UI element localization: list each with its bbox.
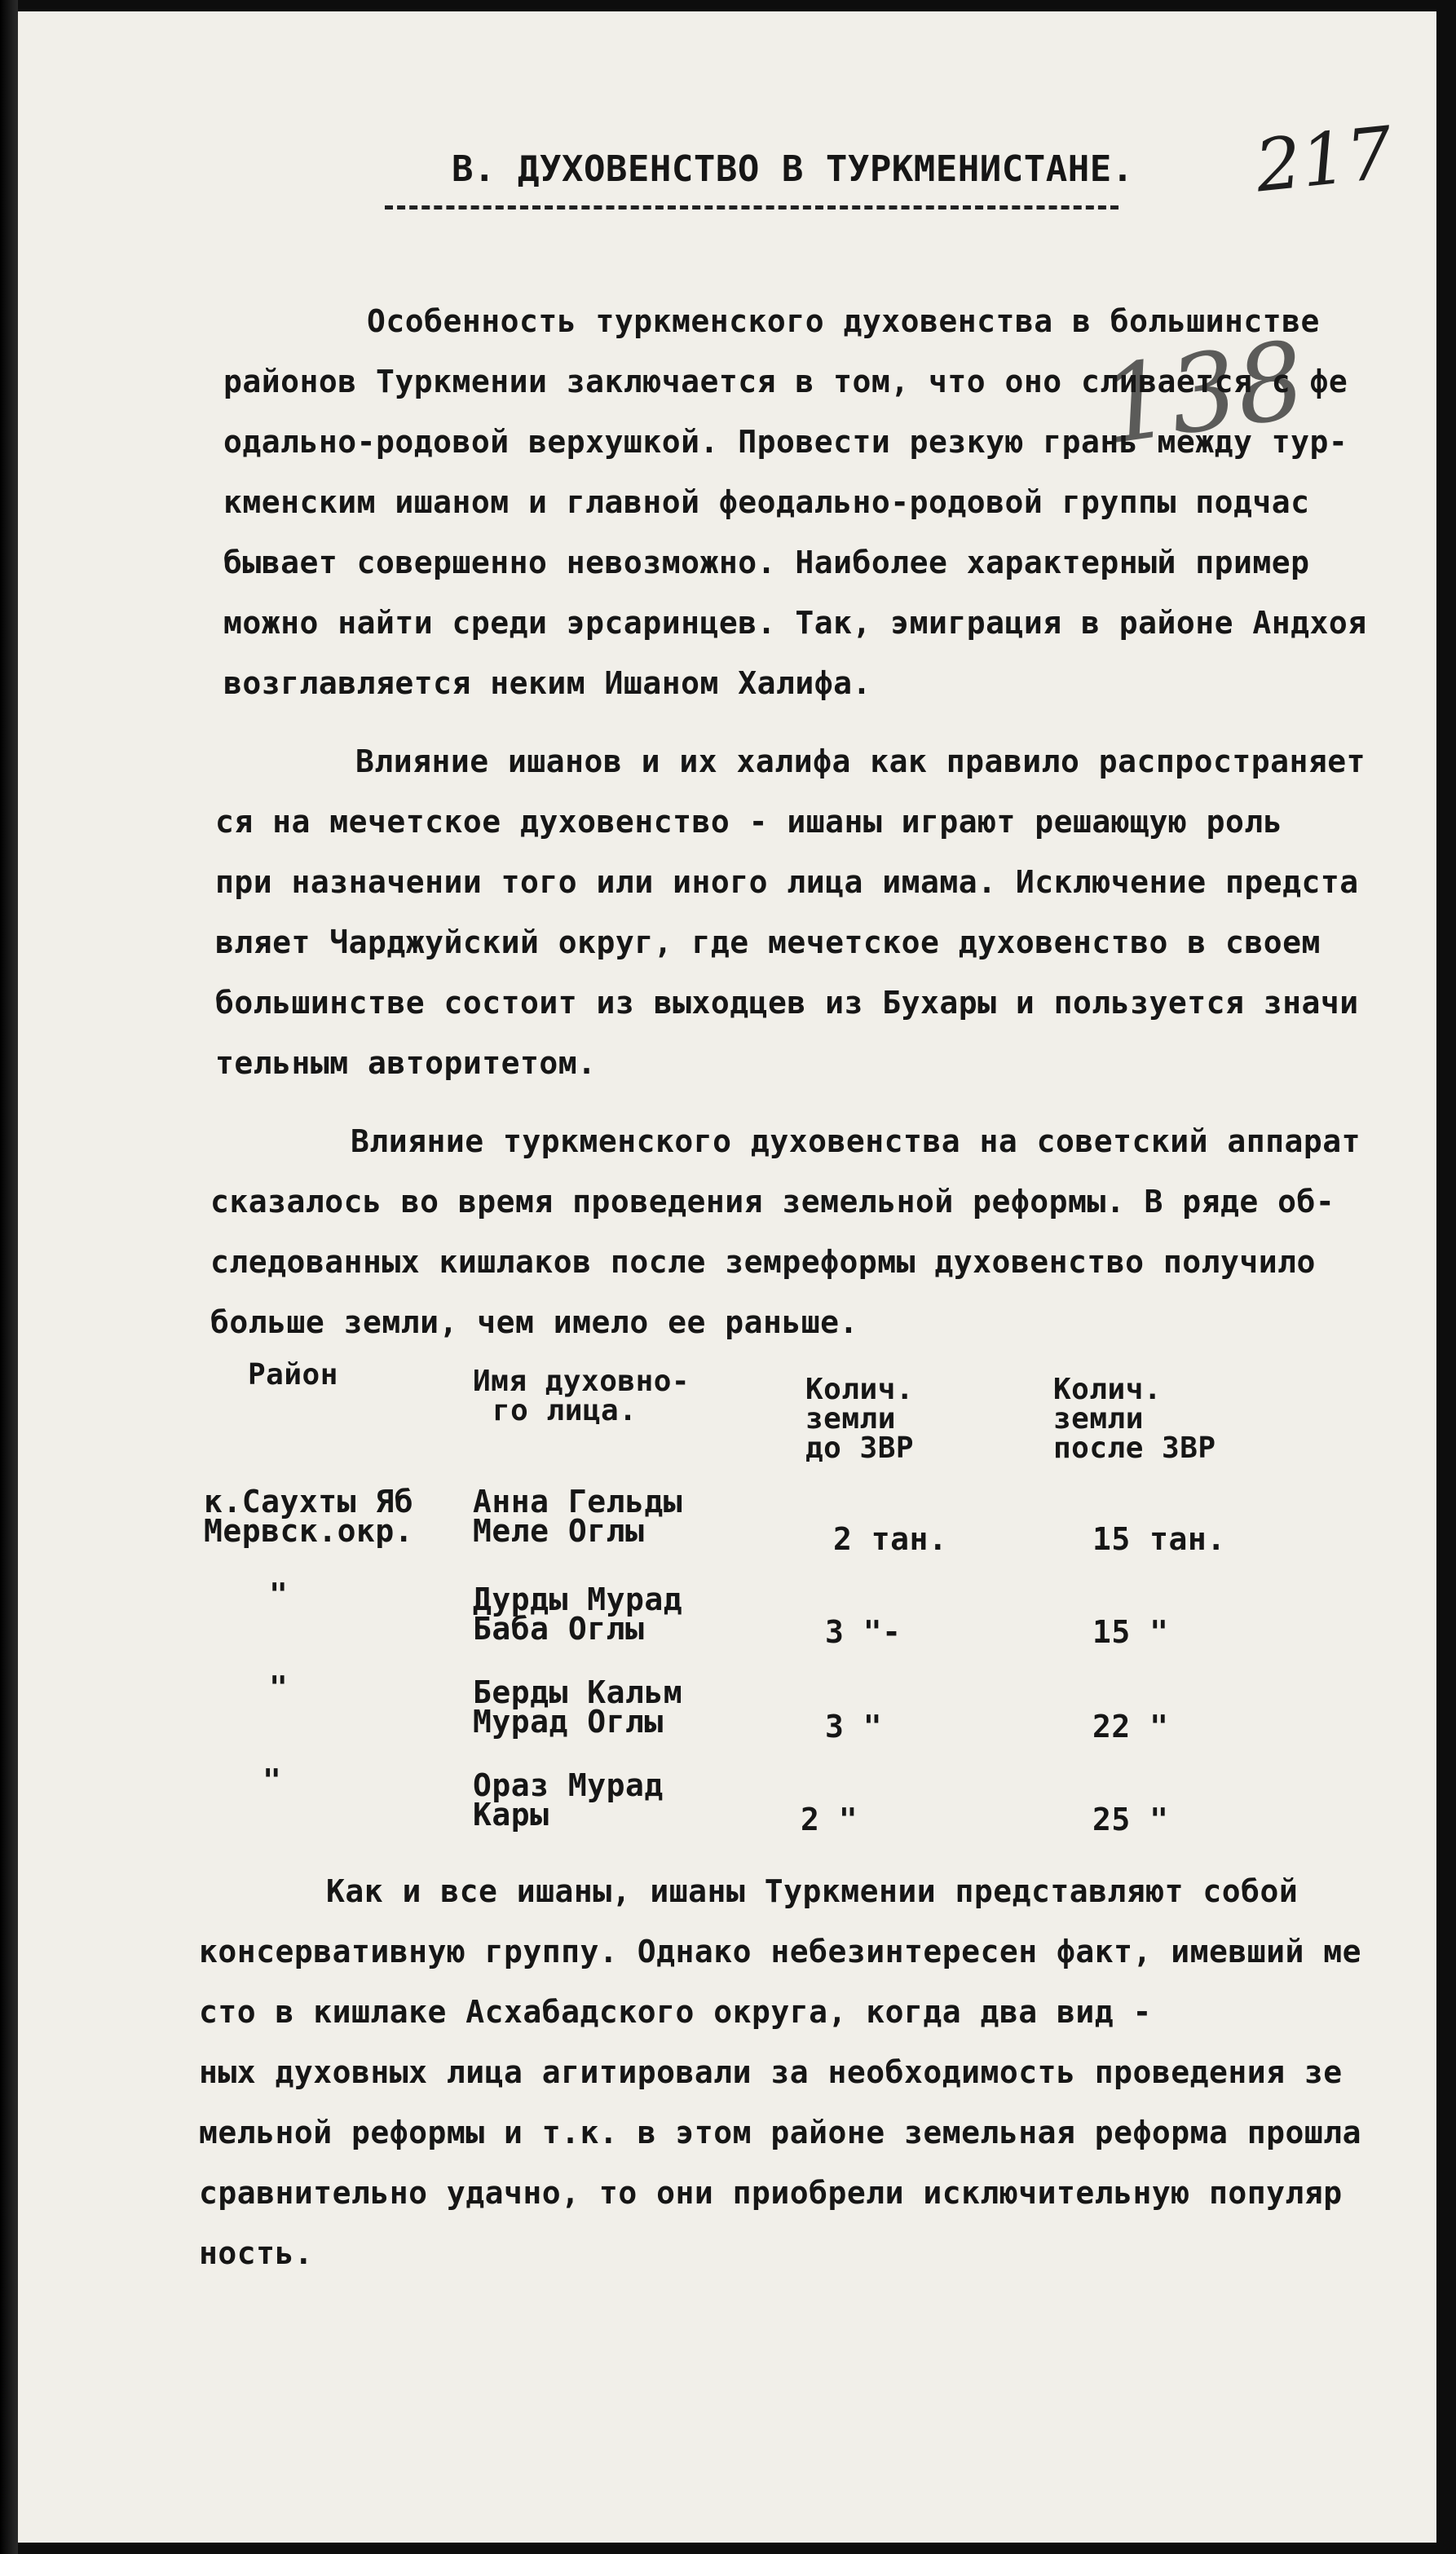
table-cell-before: 2 тан. [833, 1521, 948, 1557]
paragraph-1-line: Особенность туркменского духовенства в большинстве [367, 303, 1320, 339]
table-cell-name: Дурды Мурад [473, 1581, 683, 1617]
table-cell-district-ditto: " [263, 1762, 282, 1798]
paragraph-4-line: мельной реформы и т.к. в этом районе земельная реформа прошла [199, 2115, 1362, 2150]
paragraph-3-line: больше земли, чем имело ее раньше. [210, 1304, 858, 1340]
table-header-after: земли [1053, 1402, 1144, 1436]
paragraph-4-line: сравнительно удачно, то они приобрели исключительную популяр [199, 2175, 1343, 2211]
table-header-before: до ЗВР [805, 1431, 915, 1465]
paragraph-1-line: районов Туркмении заключается в том, что оно сливается с фе [223, 364, 1348, 399]
paragraph-1-line: кменским ишаном и главной феодально-родовой группы подчас [223, 484, 1310, 520]
folio-number: 217 [1251, 110, 1396, 209]
paragraph-1-line: одально-родовой верхушкой. Провести резкую грань между тур- [223, 424, 1348, 460]
paragraph-3-line: Влияние туркменского духовенства на советский аппарат [351, 1123, 1361, 1159]
table-cell-after: 15 тан. [1092, 1521, 1226, 1557]
table-cell-name: Кары [473, 1797, 549, 1833]
binder-edge [0, 0, 18, 2554]
paragraph-2-line: вляет Чарджуйский округ, где мечетское духовенство в своем [215, 924, 1321, 960]
table-cell-name: Берды Кальм [473, 1674, 683, 1710]
table-cell-district-ditto: " [269, 1670, 289, 1705]
paragraph-4-line: консервативную группу. Однако небезинтересен факт, имевший ме [199, 1934, 1362, 1970]
table-cell-after: 25 " [1092, 1802, 1169, 1837]
paragraph-3-line: сказалось во время проведения земельной реформы. В ряде об- [210, 1184, 1335, 1220]
table-cell-district-ditto: " [269, 1577, 289, 1612]
table-cell-district: Мервск.окр. [204, 1513, 414, 1549]
archive-stamp-mark: 138 [1094, 317, 1313, 469]
paragraph-4-line: ных духовных лица агитировали за необходимость проведения зе [199, 2054, 1343, 2090]
page-title: В. ДУХОВЕНСТВО В ТУРКМЕНИСТАНЕ. [452, 148, 1134, 190]
document-page [18, 11, 1436, 2543]
table-header-after: после ЗВР [1053, 1431, 1216, 1465]
table-cell-district: к.Саухты Яб [204, 1484, 414, 1520]
paragraph-4-line: Как и все ишаны, ишаны Туркмении представляют собой [326, 1873, 1299, 1909]
table-header-name: Имя духовно- [473, 1365, 690, 1398]
paragraph-4-line: ность. [199, 2235, 314, 2271]
table-header-district: Район [248, 1358, 338, 1392]
paragraph-2-line: при назначении того или иного лица имама. Исключение предста [215, 864, 1359, 900]
paragraph-2-line: тельным авторитетом. [215, 1045, 597, 1081]
table-cell-name: Баба Оглы [473, 1611, 645, 1647]
paragraph-1-line: можно найти среди эрсаринцев. Так, эмиграция в районе Андхоя [223, 605, 1367, 641]
paragraph-2-line: Влияние ишанов и их халифа как правило распространяет [355, 743, 1366, 779]
paragraph-2-line: большинстве состоит из выходцев из Бухары и пользуется значи [215, 985, 1359, 1021]
table-header-name: го лица. [492, 1394, 638, 1427]
paragraph-3-line: следованных кишлаков после земреформы духовенство получило [210, 1244, 1316, 1280]
table-cell-after: 22 " [1092, 1709, 1169, 1745]
table-cell-before: 3 " [825, 1709, 883, 1745]
table-cell-name: Мурад Оглы [473, 1704, 664, 1740]
table-cell-name: Меле Оглы [473, 1513, 645, 1549]
table-header-after: Колич. [1053, 1373, 1163, 1406]
title-underline [385, 205, 1118, 210]
table-cell-before: 3 "- [825, 1614, 902, 1650]
table-cell-name: Ораз Мурад [473, 1767, 664, 1803]
table-cell-after: 15 " [1092, 1614, 1169, 1650]
table-cell-before: 2 " [801, 1802, 858, 1837]
paragraph-4-line: сто в кишлаке Асхабадского округа, когда два вид - [199, 1994, 1152, 2030]
paragraph-1-line: бывает совершенно невозможно. Наиболее характерный пример [223, 545, 1310, 580]
table-header-before: земли [805, 1402, 896, 1436]
table-header-before: Колич. [805, 1373, 915, 1406]
table-cell-name: Анна Гельды [473, 1484, 683, 1520]
paragraph-1-line: возглавляется неким Ишаном Халифа. [223, 665, 871, 701]
paragraph-2-line: ся на мечетское духовенство - ишаны играют решающую роль [215, 804, 1283, 840]
